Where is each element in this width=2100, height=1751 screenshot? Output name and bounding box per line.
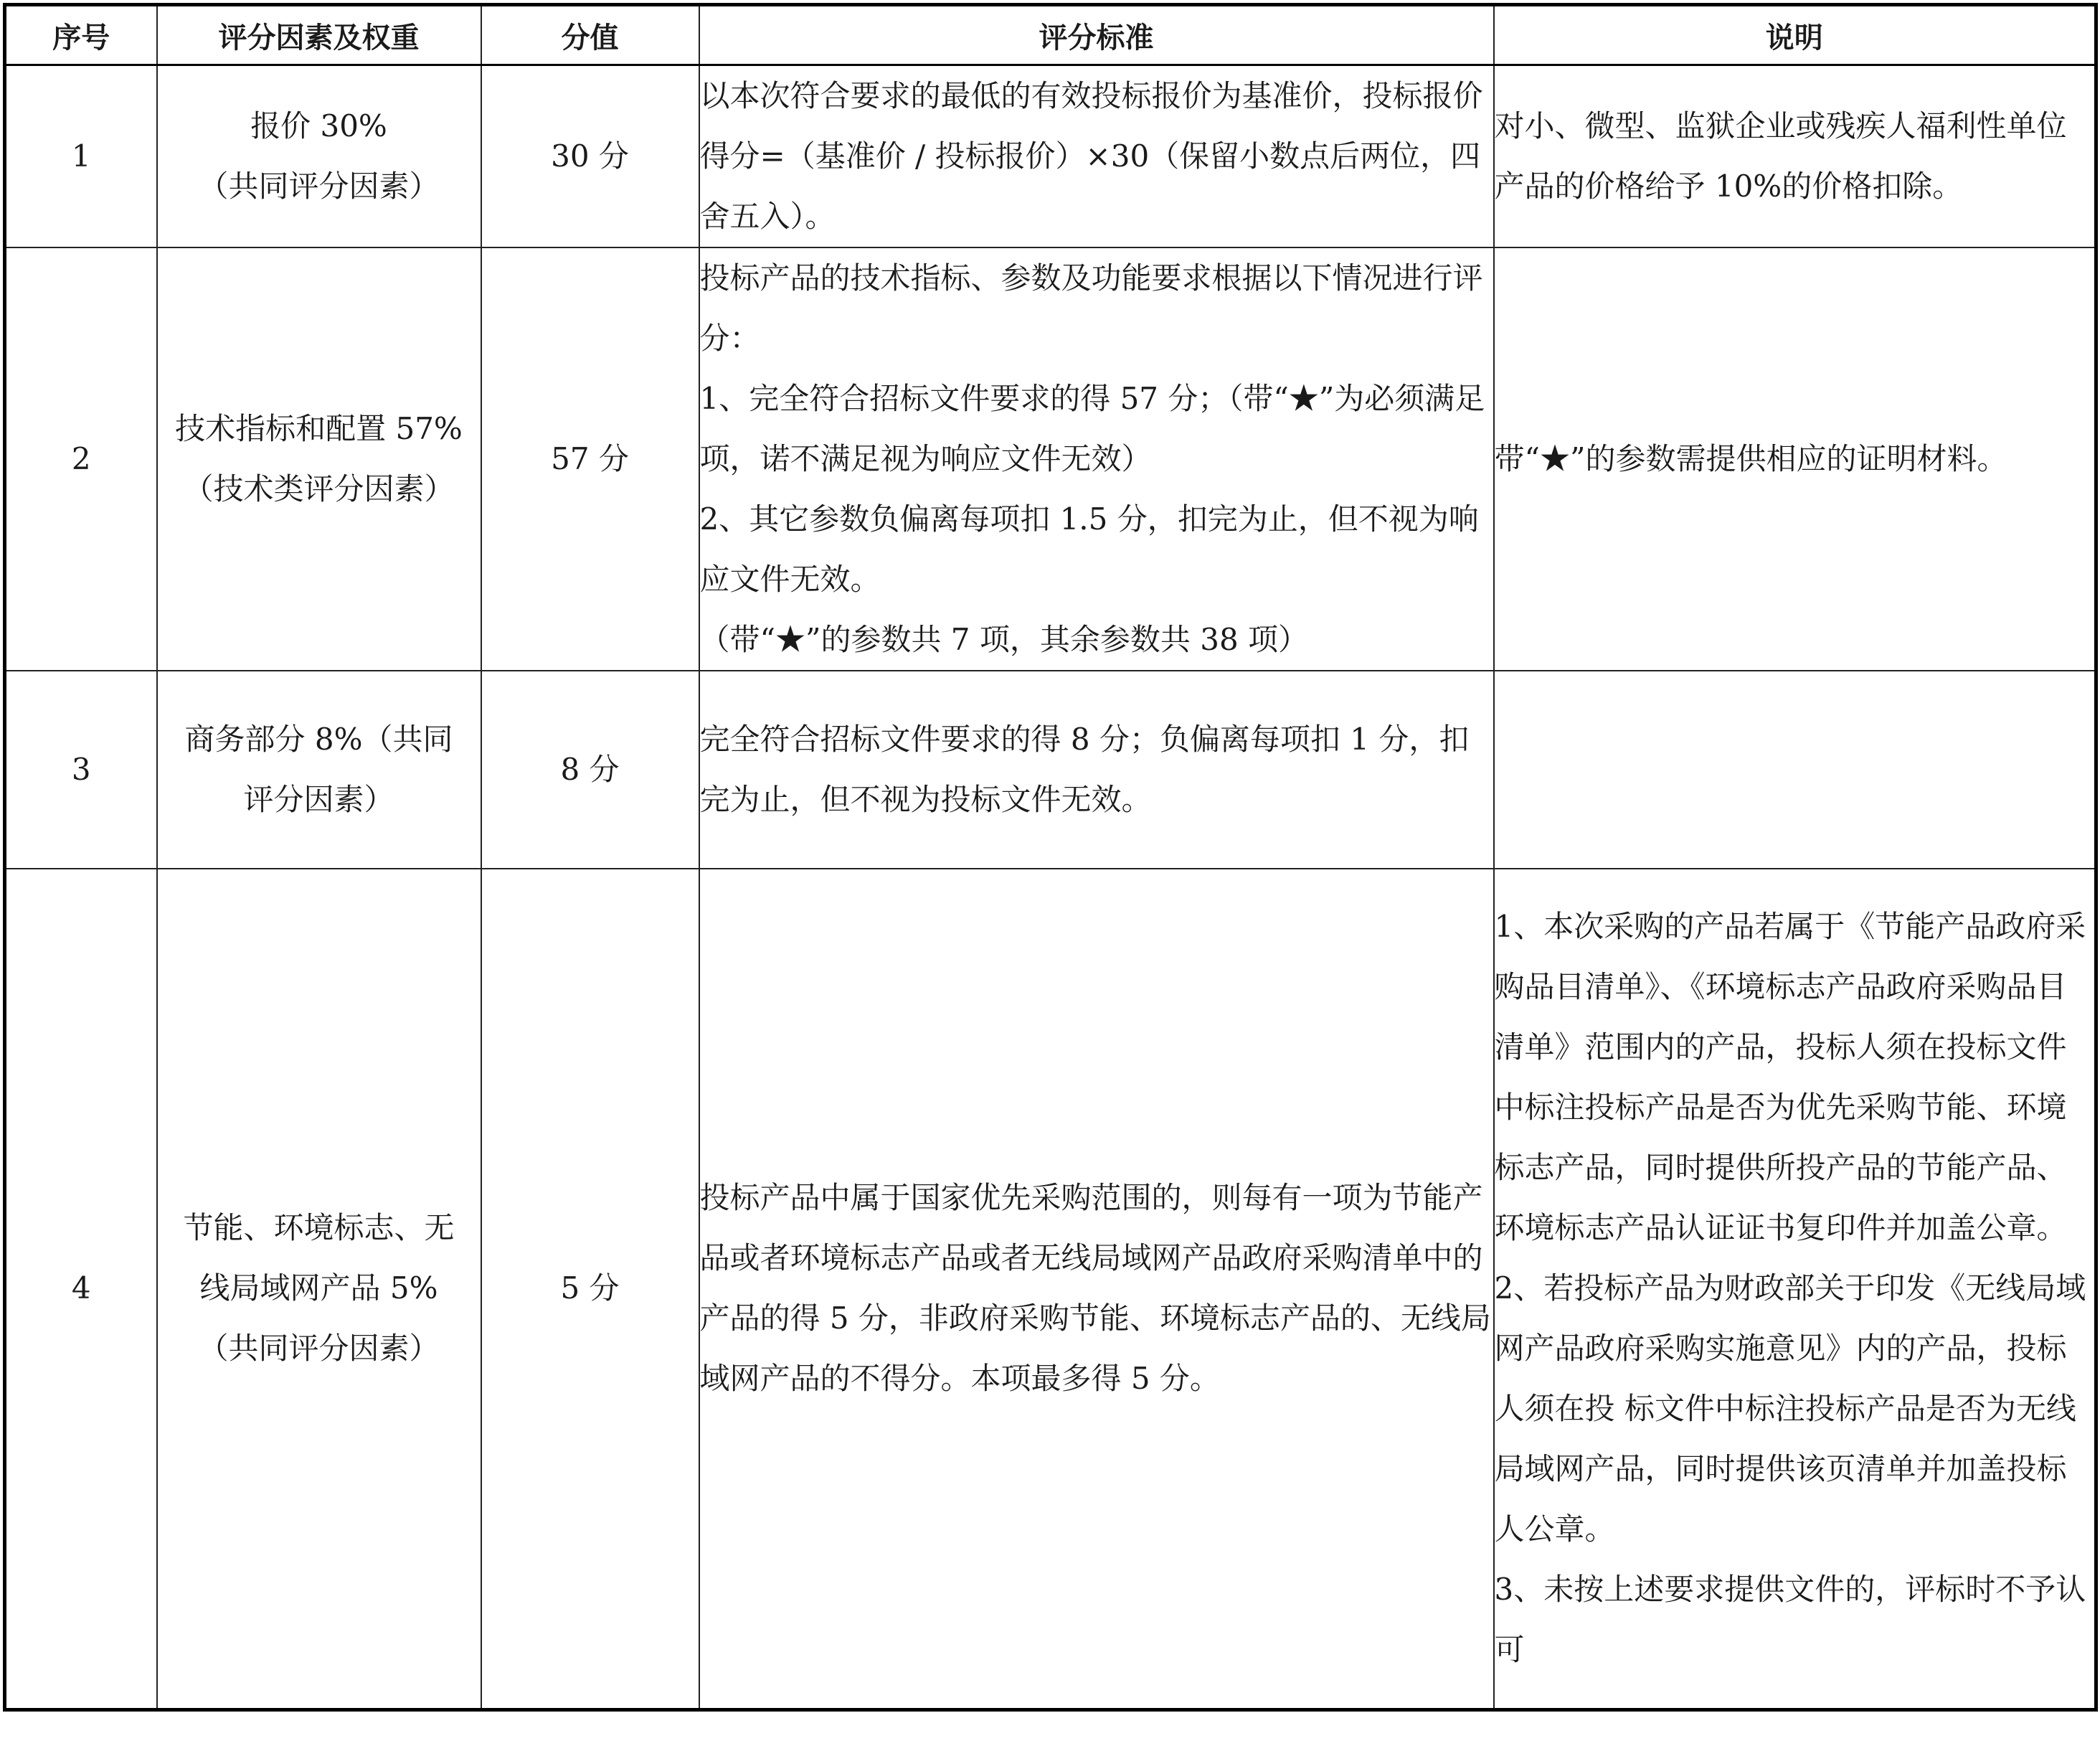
table-row [5,869,2096,1709]
row-score: 57 分 [481,247,699,671]
criteria-paragraph: （带“★”的参数共 7 项，其余参数共 38 项） [699,622,1309,657]
row-index: 2 [5,247,157,671]
row-notes [1494,247,2096,671]
header-index: 序号 [5,5,157,65]
note-paragraph: 带“★”的参数需提供相应的证明材料。 [1494,441,2007,476]
row-score: 5 分 [481,869,699,1709]
row-factor [157,671,481,869]
factor-line: 节能、环境标志、无 [183,1210,455,1246]
row-factor [157,65,481,248]
scoring-table [3,3,2098,1712]
factor-line: （共同评分因素） [198,1331,440,1367]
row-index: 3 [5,671,157,869]
row-criteria: 完全符合招标文件要求的得 8 分；负偏离每项扣 1 分，扣完为止，但不视为投标文件无效。 [699,671,1494,869]
row-notes [1494,65,2096,248]
row-criteria: 以本次符合要求的最低的有效投标报价为基准价，投标报价得分=（基准价 / 投标报价）×30（保留小数点后两位，四舍五入）。 [699,65,1494,248]
row-criteria: 投标产品中属于国家优先采购范围的，则每有一项为节能产品或者环境标志产品或者无线局域网产品政府采购清单中的产品的得 5 分，非政府采购节能、环境标志产品的、无线局域网产品的不得分。本项最多得 5 分。 [699,869,1494,1709]
row-index: 4 [5,869,157,1709]
row-criteria [699,247,1494,671]
row-index: 1 [5,65,157,248]
header-notes: 说明 [1494,5,2096,65]
criteria-paragraph: 投标产品的技术指标、参数及功能要求根据以下情况进行评分： [699,260,1483,356]
row-factor [157,869,481,1709]
row-factor [157,247,481,671]
criteria-paragraph: 2、其它参数负偏离每项扣 1.5 分，扣完为止，但不视为响应文件无效。 [699,501,1479,597]
row-notes [1494,869,2096,1709]
factor-line: （共同评分因素） [198,169,440,204]
factor-line: 线局域网产品 5% [199,1270,438,1306]
factor-line: 商务部分 8%（共同 [184,722,453,757]
note-paragraph: 对小、微型、监狱企业或残疾人福利性单位产品的价格给予 10%的价格扣除。 [1494,108,2067,204]
table-row [5,65,2096,248]
factor-line: （技术类评分因素） [183,471,455,506]
table-row [5,247,2096,671]
row-score: 30 分 [481,65,699,248]
header-row [5,5,2096,65]
header-score: 分值 [481,5,699,65]
factor-line: 技术指标和配置 57% [175,411,463,446]
criteria-paragraph: 1、完全符合招标文件要求的得 57 分；（带“★”为必须满足项，诺不满足视为响应文件无效） [699,381,1485,476]
factor-line: 评分因素） [243,782,394,817]
row-score: 8 分 [481,671,699,869]
header-factor: 评分因素及权重 [157,5,481,65]
table-row [5,671,2096,869]
row-notes [1494,671,2096,869]
note-paragraph: 2、若投标产品为财政部关于印发《无线局域网产品政府采购实施意见》内的产品，投标人须在投 标文件中标注投标产品是否为无线局域网产品，同时提供该页清单并加盖投标人公章。 [1494,1270,2086,1547]
factor-line: 报价 30% [250,108,387,143]
note-paragraph: 3、未按上述要求提供文件的，评标时不予认可 [1494,1572,2086,1668]
note-paragraph: 1、本次采购的产品若属于《节能产品政府采购品目清单》、《环境标志产品政府采购品目清单》范围内的产品，投标人须在投标文件中标注投标产品是否为优先采购节能、环境标志产品，同时提供所投产品的节能产品、环境标志产品认证证书复印件并加盖公章。 [1494,909,2086,1246]
header-criteria: 评分标准 [699,5,1494,65]
